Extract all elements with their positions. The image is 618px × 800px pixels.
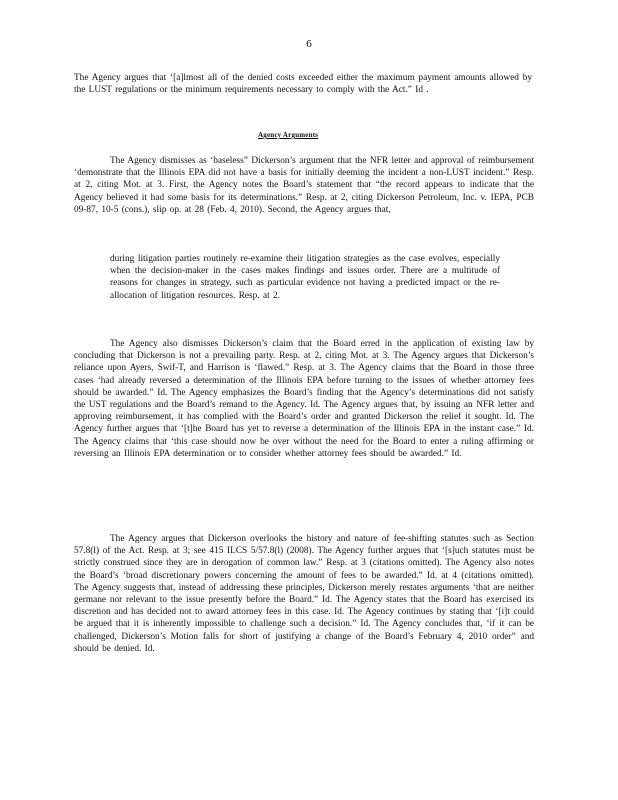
page-number: 6 — [306, 38, 312, 50]
dismiss-paragraph — [74, 155, 534, 216]
dismiss-paragraph-text: The Agency dismisses as ‘baseless” Dickerson’s argument that the NFR letter and approval of reimbursement ‘demonstrate that the Illinois EPA did not have a basis for initially deeming the incident a non-LUST incident.” Resp. at 2, citing Mot. at 3. First, the Agency notes the Board’s statement that “the record appears to indicate that the Agency believed it had some basis for its determinations.” Resp. at 2, citing Dickerson Petroleum, Inc. v. IEPA, PCB 09-87, 10-5 (cons.), slip op. at 28 (Feb. 4, 2010). Second, the Agency argues that, — [74, 156, 534, 215]
overlooks-paragraph — [74, 533, 534, 655]
also-dismisses-paragraph-text: The Agency also dismisses Dickerson’s claim that the Board erred in the application of existing law by concluding that Dickerson is not a prevailing party. Resp. at 2, citing Mot. at 3. The Agency argues that Dickerson’s reliance upon Ayers, Swif-T, and Harrison is ‘flawed.” Resp. at 3. The Agency claims that the Board in those three cases ‘had already reversed a determination of the Illinois EPA before turning to the issues of whether attorney fees should be awarded.” Id. The Agency emphasizes the Board’s finding that the Agency’s determinations did not satisfy the UST regulations and the Board’s remand to the Agency. Id. The Agency argues that, by issuing an NFR letter and approving reimbursement, it has complied with the Board’s order and granted Dickerson the relief it sought. Id. The Agency further argues that ‘[t]he Board has yet to reverse a determination of the Illinois EPA in the instant case.” Id. The Agency claims that ‘this case should now be over without the need for the Board to enter a ruling affirming or reversing an Illinois EPA determination or to consider whether attorney fees should be awarded.” Id. — [74, 339, 534, 459]
intro-paragraph — [74, 72, 532, 96]
overlooks-paragraph-text: The Agency argues that Dickerson overlooks the history and nature of fee-shifting statutes such as Section 57.8(l) of the Act. Resp. at 3; see 415 ILCS 5/57.8(l) (2008). The Agency further argues that ‘[s]uch statutes must be strictly construed since they are in derogation of common law.” Resp. at 3 (citations omitted). The Agency also notes the Board’s ‘broad discretionary powers concerning the amount of fees to be awarded.” Id. at 4 (citations omitted). The Agency suggests that, instead of addressing these principles, Dickerson merely restates arguments ‘that are neither germane nor relevant to the issue presently before the Board.” Id. The Agency states that the Board has exercised its discretion and has decided not to award attorney fees in this case. Id. The Agency continues by stating that ‘[i]t could be argued that it is inherently impossible to challenge such a decision.” Id. The Agency concludes that, ‘if it can be challenged, Dickerson’s Motion falls for short of justifying a change of the Board’s February 4, 2010 order” and should be denied. Id. — [74, 534, 534, 654]
section-heading: Agency Arguments — [258, 131, 319, 139]
block-quote — [110, 253, 500, 302]
also-dismisses-paragraph — [74, 338, 534, 460]
intro-paragraph-text: The Agency argues that ‘[a]lmost all of the denied costs exceeded either the maximum payment amounts allowed by the LUST regulations or the minimum requirements necessary to comply with the Act.” Id . — [74, 73, 532, 96]
block-quote-text: during litigation parties routinely re-examine their litigation strategies as the case evolves, especially when the decision-maker in the cases makes findings and issues order. There are a multitude of reasons for changes in strategy, such as particular evidence not having a predicted impact or the re-allocation of litigation resources. Resp. at 2. — [110, 254, 500, 301]
